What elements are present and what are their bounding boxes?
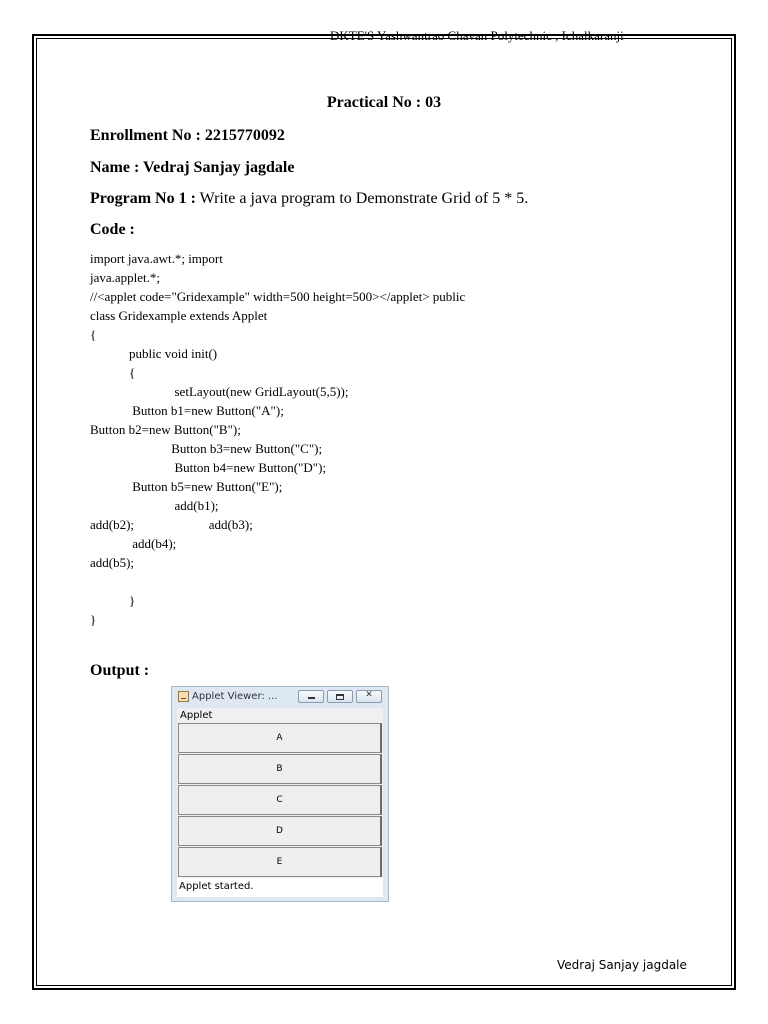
window-title-bar — [178, 691, 277, 702]
code-line: add(b5); — [90, 555, 135, 570]
program-line — [90, 190, 528, 208]
code-line: { — [90, 327, 97, 342]
code-line: //<applet code="Gridexample" width=500 height=500></applet> public — [90, 289, 466, 304]
applet-button-c[interactable]: C — [178, 785, 382, 815]
code-heading: Code : — [90, 221, 135, 238]
code-line: class Gridexample extends Applet — [90, 308, 268, 323]
maximize-icon[interactable] — [327, 690, 353, 703]
window-title: Applet Viewer: ... — [192, 691, 278, 702]
code-line — [90, 572, 465, 591]
student-name-line: Name : Vedraj Sanjay jagdale — [90, 159, 295, 176]
code-line: } — [90, 612, 97, 627]
code-block — [90, 249, 465, 629]
code-line: { — [90, 365, 136, 380]
page-header: DKTE'S Yashwantrao Chavan Polytechnic , Ichalkaranji — [330, 28, 624, 43]
applet-button-a[interactable]: A — [178, 723, 382, 753]
program-text: Write a java program to Demonstrate Grid of 5 * 5. — [195, 190, 529, 207]
applet-button-e[interactable]: E — [178, 847, 382, 877]
page-footer: Vedraj Sanjay jagdale — [557, 958, 687, 972]
code-line: java.applet.*; — [90, 270, 161, 285]
window-controls — [298, 690, 382, 703]
code-line: add(b1); — [90, 498, 219, 513]
applet-button-d[interactable]: D — [178, 816, 382, 846]
code-line: public void init() — [90, 346, 218, 361]
code-line: add(b2); add(b3); — [90, 517, 253, 532]
code-line: add(b4); — [90, 536, 177, 551]
applet-viewer-window — [171, 686, 389, 902]
page-title: Practical No : 03 — [326, 94, 442, 111]
code-line: Button b5=new Button("E"); — [90, 479, 283, 494]
code-line: Button b4=new Button("D"); — [90, 460, 327, 475]
output-heading: Output : — [90, 662, 150, 679]
close-icon[interactable] — [356, 690, 382, 703]
code-line: Button b3=new Button("C"); — [90, 441, 323, 456]
java-cup-icon — [178, 691, 189, 702]
button-grid — [177, 723, 383, 878]
minimize-icon[interactable] — [298, 690, 324, 703]
enrollment-line: Enrollment No : 2215770092 — [90, 127, 285, 144]
code-line: Button b2=new Button("B"); — [90, 422, 241, 437]
applet-menu[interactable]: Applet — [177, 708, 383, 723]
code-line: import java.awt.*; import — [90, 251, 223, 266]
code-line: } — [90, 593, 136, 608]
code-line: setLayout(new GridLayout(5,5)); — [90, 384, 349, 399]
applet-button-b[interactable]: B — [178, 754, 382, 784]
code-line: Button b1=new Button("A"); — [90, 403, 284, 418]
program-label: Program No 1 : — [90, 190, 196, 207]
applet-status: Applet started. — [177, 878, 383, 897]
